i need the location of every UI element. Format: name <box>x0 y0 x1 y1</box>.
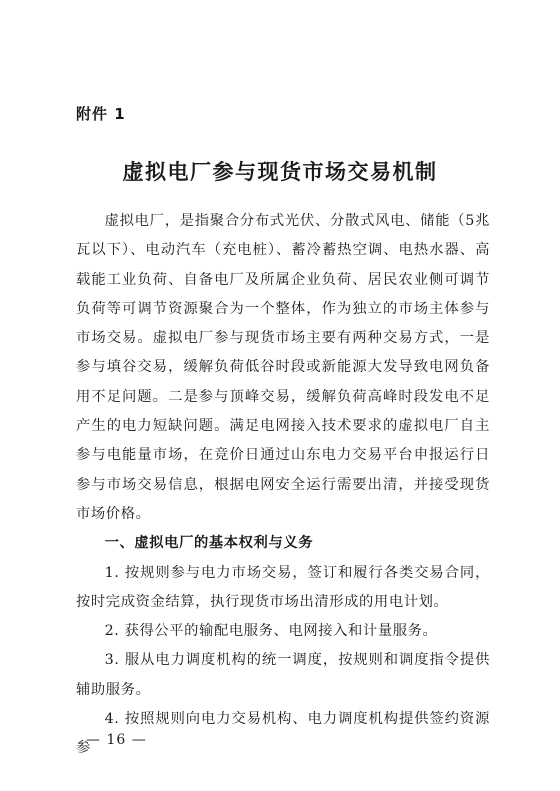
document-body <box>76 207 490 764</box>
attachment-label: 附件 1 <box>76 105 126 123</box>
section-heading: 一、虚拟电厂的基本权利与义务 <box>104 535 314 552</box>
page-number: — 16 — <box>86 732 147 748</box>
list-item: 4. 按照规则向电力交易机构、电力调度机构提供签约资源参 <box>76 711 490 757</box>
list-item: 3. 服从电力调度机构的统一调度，按规则和调度指令提供辅助服务。 <box>76 652 490 698</box>
list-item: 1. 按规则参与电力市场交易，签订和履行各类交易合同，按时完成资金结算，执行现货市场出清形成的用电计划。 <box>76 564 490 610</box>
list-item: 2. 获得公平的输配电服务、电网接入和计量服务。 <box>104 623 438 640</box>
intro-paragraph: 虚拟电厂，是指聚合分布式光伏、分散式风电、储能（5兆瓦以下）、电动汽车（充电桩）、蓄冷蓄热空调、电热水器、高载能工业负荷、自备电厂及所属企业负荷、居民农业侧可调节负荷等可调节资源聚合为一个整体，作为独立的市场主体参与市场交易。虚拟电厂参与现货市场主要有两种交易方式，一是参与填谷交易，缓解负荷低谷时段或新能源大发导致电网负备用不足问题。二是参与顶峰交易，缓解负荷高峰时段发电不足产生的电力短缺问题。满足电网接入技术要求的虚拟电厂自主参与电能量市场，在竞价日通过山东电力交易平台申报运行日参与市场交易信息，根据电网安全运行需要出清，并接受现货市场价格。 <box>76 213 490 522</box>
document-title: 虚拟电厂参与现货市场交易机制 <box>122 160 438 184</box>
